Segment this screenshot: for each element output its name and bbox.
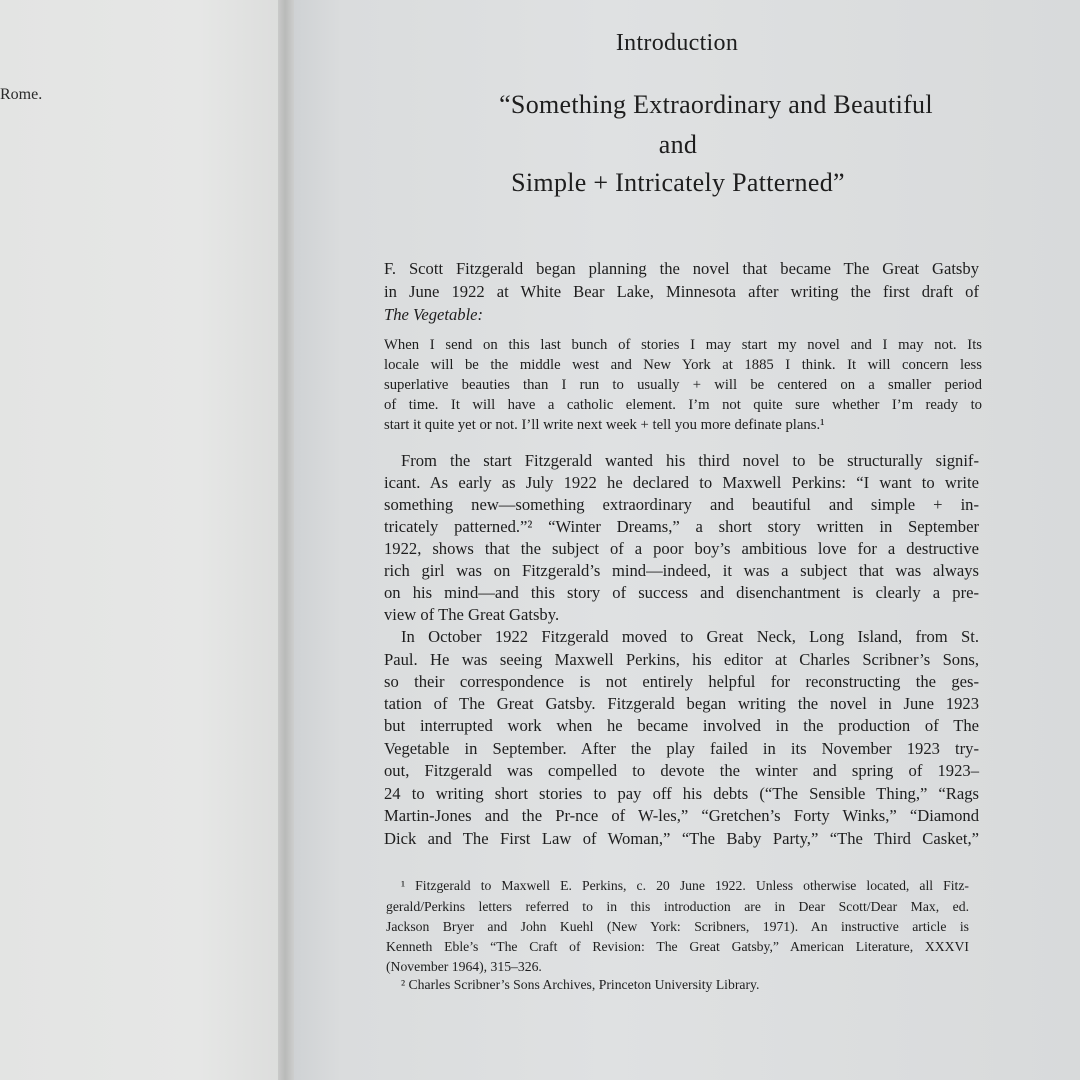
paragraph-line: Dick and The First Law of Woman,” “The Baby Party,” “The Third Casket,”: [384, 829, 979, 848]
paragraph-line: so their correspondence is not entirely helpful for reconstructing the ges-: [384, 672, 979, 691]
paragraph-line: icant. As early as July 1922 he declared to Maxwell Perkins: “I want to write: [384, 473, 979, 492]
paragraph-line: 1922, shows that the subject of a poor boy’s ambitious love for a destructive: [384, 539, 979, 558]
footnote-line: ² Charles Scribner’s Sons Archives, Princeton University Library.: [401, 977, 760, 992]
paragraph-line: Paul. He was seeing Maxwell Perkins, his editor at Charles Scribner’s Sons,: [384, 650, 979, 669]
paragraph-line: The Vegetable:: [384, 305, 484, 324]
paragraph-line: F. Scott Fitzgerald began planning the novel that became The Great Gatsby: [384, 259, 979, 278]
paragraph-line: something new—something extraordinary and beautiful and simple + in-: [384, 495, 979, 514]
section-label: Introduction: [615, 30, 739, 56]
paragraph-line: From the start Fitzgerald wanted his third novel to be structurally signif-: [401, 451, 979, 470]
paragraph-line: tation of The Great Gatsby. Fitzgerald began writing the novel in June 1923: [384, 694, 979, 713]
footnote-line: (November 1964), 315–326.: [386, 959, 542, 974]
footnote-line: ¹ Fitzgerald to Maxwell E. Perkins, c. 20 June 1922. Unless otherwise located, all Fitz-: [401, 878, 969, 893]
chapter-title-line-3: Simple + Intricately Patterned”: [511, 168, 845, 197]
paragraph-line: view of The Great Gatsby.: [384, 605, 560, 624]
paragraph-line: In October 1922 Fitzgerald moved to Great Neck, Long Island, from St.: [401, 627, 979, 646]
paragraph-line: in June 1922 at White Bear Lake, Minnesota after writing the first draft of: [384, 282, 979, 301]
chapter-title-line-2: and: [658, 130, 698, 159]
left-page: [0, 0, 282, 1080]
right-page: [294, 0, 1080, 1080]
footnote-line: Kenneth Eble’s “The Craft of Revision: The Great Gatsby,” American Literature, XXXVI: [386, 939, 969, 954]
paragraph-line: rich girl was on Fitzgerald’s mind—indeed, it was a subject that was always: [384, 561, 979, 580]
quote-line: start it quite yet or not. I’ll write next week + tell you more definate plans.¹: [384, 417, 825, 433]
chapter-title-line-1: “Something Extraordinary and Beautiful: [499, 90, 933, 119]
quote-line: locale will be the middle west and New York at 1885 I think. It will concern less: [384, 357, 982, 373]
paragraph-line: out, Fitzgerald was compelled to devote the winter and spring of 1923–: [384, 761, 979, 780]
quote-line: of time. It will have a catholic element. I’m not quite sure whether I’m ready to: [384, 397, 982, 413]
paragraph-line: tricately patterned.”² “Winter Dreams,” a short story written in September: [384, 517, 979, 536]
footnote-line: gerald/Perkins letters referred to in this introduction are in Dear Scott/Dear Max, ed.: [386, 899, 969, 914]
footnote-line: Jackson Bryer and John Kuehl (New York: Scribners, 1971). An instructive article is: [386, 919, 969, 934]
paragraph-line: Martin-Jones and the Pr-nce of W-les,” “Gretchen’s Forty Winks,” “Diamond: [384, 806, 979, 825]
paragraph-line: but interrupted work when he became involved in the production of The: [384, 716, 979, 735]
left-page-text-fragment: Rome.: [0, 86, 43, 103]
quote-line: superlative beauties than I run to usually + will be centered on a smaller period: [384, 377, 982, 393]
quote-line: When I send on this last bunch of stories I may start my novel and I may not. Its: [384, 337, 982, 353]
paragraph-line: 24 to writing short stories to pay off his debts (“The Sensible Thing,” “Rags: [384, 784, 979, 803]
paragraph-line: Vegetable in September. After the play failed in its November 1923 try-: [384, 739, 979, 758]
paragraph-line: on his mind—and this story of success and disenchantment is clearly a pre-: [384, 583, 979, 602]
